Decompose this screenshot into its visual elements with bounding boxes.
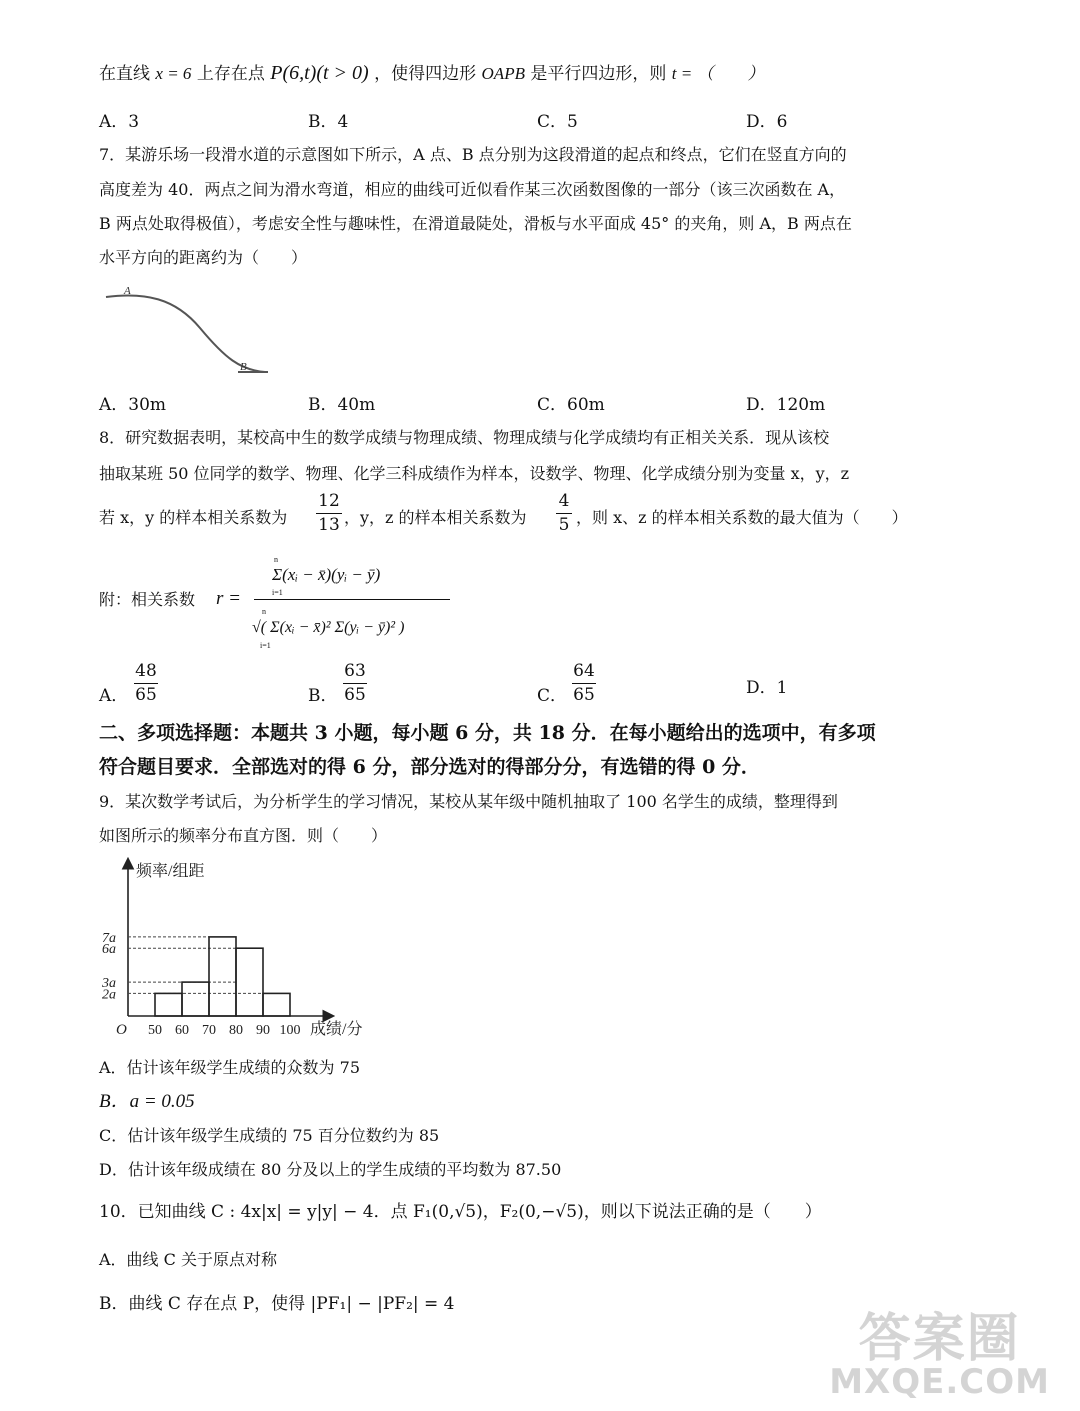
q9-option-b[interactable]: B．a = 0.05 <box>99 1091 195 1112</box>
q7-stem-line-4: 水平方向的距离约为（ ） <box>99 248 308 267</box>
q6-stem <box>99 63 764 83</box>
histogram-y-tick-6a: 6a <box>102 942 116 958</box>
histogram-x-tick-50: 50 <box>148 1023 162 1038</box>
q9-option-a[interactable]: A．估计该年级学生成绩的众数为 75 <box>99 1058 361 1077</box>
q9-stem-line-2: 如图所示的频率分布直方图．则（ ） <box>99 826 388 845</box>
q8-option-c-fraction[interactable] <box>572 663 596 704</box>
histogram-bar-50-60 <box>155 993 182 1016</box>
q8-option-d[interactable] <box>746 680 787 697</box>
q8-option-c-num: 64 <box>573 661 595 681</box>
frequency-histogram <box>100 852 390 1042</box>
section-2-heading-line-2: 符合题目要求．全部选对的得 6 分，部分选对的得部分分，有选错的得 0 分． <box>99 756 760 778</box>
q8-option-d-value: 1 <box>776 678 788 698</box>
q7-stem-line-3: B 两点处取得极值），考虑安全性与趣味性，在滑道最陡处，滑板与水平面成 45° 的夹角，则 A，B 两点在 <box>99 214 852 233</box>
q7-stem-line-2: 高度差为 40．两点之间为滑水弯道，相应的曲线可近似看作某三次函数图像的一部分（该三次函数在 A， <box>99 180 846 199</box>
q8-formula-label: 附：相关系数 <box>99 590 196 609</box>
histogram-x-tick-70: 70 <box>202 1023 216 1038</box>
q8-option-c-den: 65 <box>573 685 595 705</box>
q10-option-b[interactable]: B．曲线 C 存在点 P，使得 |PF₁| − |PF₂| = 4 <box>99 1294 455 1314</box>
point-a-label: A <box>124 285 131 297</box>
histogram-y-tick-3a: 3a <box>102 976 116 992</box>
q8-option-a-letter[interactable]: A． <box>99 686 129 706</box>
q6-stem-text-a: 在直线 <box>99 64 150 84</box>
section-2-heading-line-1: 二、多项选择题：本题共 3 小题，每小题 6 分，共 18 分．在每小题给出的选项中，有多项 <box>99 722 876 744</box>
q8-frac2-den: 5 <box>558 515 570 535</box>
q8-stem-line-3b: ，y，z 的样本相关系数为 <box>344 508 527 527</box>
q8-fraction-4-5 <box>556 493 572 534</box>
q10-option-a[interactable]: A．曲线 C 关于原点对称 <box>99 1250 277 1269</box>
point-b-label: B <box>240 361 247 373</box>
q8-option-c-letter[interactable]: C． <box>537 686 568 706</box>
watermark-logo: 答案圈 <box>858 1309 1021 1369</box>
q9-stem-line-1: 9．某次数学考试后，为分析学生的学习情况，某校从某年级中随机抽取了 100 名学生的成绩，整理得到 <box>99 792 838 811</box>
q8-stem-line-3c: ，则 x、z 的样本相关系数的最大值为（ ） <box>576 508 908 527</box>
q8-frac2-num: 4 <box>558 491 570 511</box>
q8-option-a-den: 65 <box>135 685 157 705</box>
histogram-y-tick-7a: 7a <box>102 930 116 946</box>
q8-option-a-num: 48 <box>135 661 157 681</box>
histogram-origin: O <box>116 1022 127 1038</box>
histogram-x-label: 成绩/分 <box>310 1021 363 1038</box>
q9-option-c[interactable]: C．估计该年级学生成绩的 75 百分位数约为 85 <box>99 1126 440 1145</box>
histogram-bar-70-80 <box>209 937 236 1016</box>
histogram-y-label: 频率/组距 <box>136 863 205 880</box>
q8-option-b-letter[interactable]: B． <box>308 686 338 706</box>
q8-frac1-num: 12 <box>318 491 340 511</box>
histogram-x-tick-60: 60 <box>175 1023 189 1038</box>
q8-option-a-fraction[interactable] <box>134 663 158 704</box>
q8-stem-line-3a: 若 x，y 的样本相关系数为 <box>99 508 288 527</box>
formula-numerator: Σ(xᵢ − x̄)(yᵢ − ȳ) <box>272 565 381 584</box>
q7-option-c[interactable]: C．60m <box>537 395 605 415</box>
correlation-formula <box>252 555 450 655</box>
q6-blank: t = （ ） <box>671 64 765 83</box>
q7-option-d[interactable]: D．120m <box>746 395 826 415</box>
q6-option-d[interactable]: D．6 <box>746 112 788 132</box>
watermark-url: MXQE.COM <box>829 1362 1050 1402</box>
q6-stem-text-d: 是平行四边形，则 <box>530 64 667 84</box>
q7-option-b[interactable]: B．40m <box>308 395 376 415</box>
q6-point: P(6,t)(t > 0) <box>270 62 369 84</box>
formula-den-sum-top: n <box>262 607 266 616</box>
q8-option-b-num: 63 <box>344 661 366 681</box>
histogram-x-tick-80: 80 <box>229 1023 243 1038</box>
formula-denominator: √( Σ(xᵢ − x̄)² Σ(yᵢ − ȳ)² ) <box>252 619 405 636</box>
q8-stem-line-2: 抽取某班 50 位同学的数学、物理、化学三科成绩作为样本，设数学、物理、化学成绩分别为变量 x，y，z <box>99 464 850 483</box>
watermark <box>829 1309 1050 1402</box>
q8-frac1-den: 13 <box>318 515 340 535</box>
q7-stem-line-1: 7．某游乐场一段滑水道的示意图如下所示，A 点、B 点分别为这段滑道的起点和终点，它们在竖直方向的 <box>99 145 847 164</box>
q8-formula-r: r = <box>216 588 241 609</box>
water-slide-figure <box>100 280 270 380</box>
histogram-y-tick-2a: 2a <box>102 987 116 1003</box>
q10-stem: 10．已知曲线 C : 4x|x| = y|y| − 4．点 F₁(0,√5)，F₂(0,−√5)，则以下说法正确的是（ ） <box>99 1202 822 1222</box>
q7-option-a[interactable]: A．30m <box>99 395 167 415</box>
q6-stem-text-b: 上存在点 <box>196 64 265 84</box>
q6-option-c[interactable]: C．5 <box>537 112 578 132</box>
histogram-bar-80-90 <box>236 948 263 1016</box>
formula-den-sum-bottom: i=1 <box>260 641 271 650</box>
q6-equation: x = 6 <box>155 64 192 83</box>
histogram-x-tick-90: 90 <box>256 1023 270 1038</box>
q9-option-d[interactable]: D．估计该年级成绩在 80 分及以上的学生成绩的平均数为 87.50 <box>99 1160 562 1179</box>
q6-stem-text-c: ，使得四边形 <box>374 64 477 84</box>
histogram-x-tick-100: 100 <box>279 1023 301 1038</box>
histogram-bar-60-70 <box>182 982 209 1016</box>
q6-shape: OAPB <box>481 64 525 83</box>
formula-num-sum-bottom: i=1 <box>272 588 283 597</box>
q6-option-b[interactable]: B．4 <box>308 112 349 132</box>
histogram-bar-90-100 <box>263 993 290 1016</box>
q8-option-b-fraction[interactable] <box>343 663 367 704</box>
q8-fraction-12-13 <box>316 493 342 534</box>
q6-option-a[interactable]: A．3 <box>99 112 140 132</box>
q8-option-b-den: 65 <box>344 685 366 705</box>
formula-num-sum-top: n <box>274 555 278 564</box>
q8-option-d-letter: D． <box>746 678 777 698</box>
q8-stem-line-1: 8．研究数据表明，某校高中生的数学成绩与物理成绩、物理成绩与化学成绩均有正相关关系．现从该校 <box>99 428 830 447</box>
